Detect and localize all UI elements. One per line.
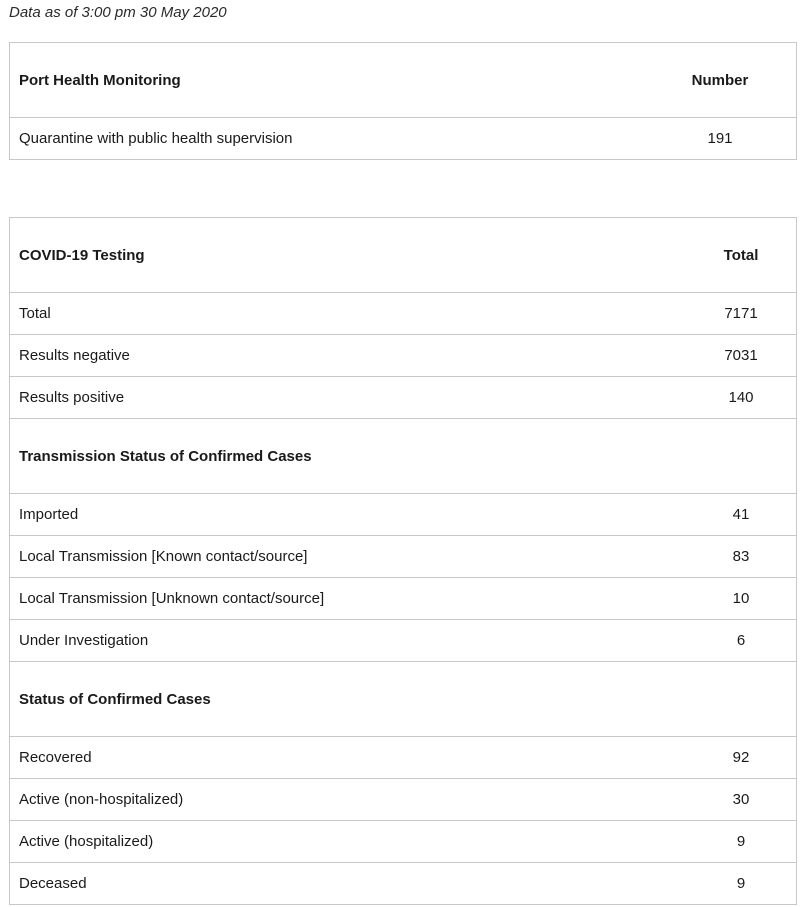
table-row	[10, 578, 797, 620]
status-section-header: Status of Confirmed Cases	[10, 662, 687, 737]
row-value: 10	[686, 578, 797, 620]
row-value: 140	[686, 377, 797, 419]
table-row	[10, 620, 797, 662]
table-row	[10, 863, 797, 905]
row-label: Imported	[10, 494, 687, 536]
table-row	[10, 494, 797, 536]
row-value: 7031	[686, 335, 797, 377]
row-value: 41	[686, 494, 797, 536]
row-label: Total	[10, 293, 687, 335]
row-label: Active (non-hospitalized)	[10, 779, 687, 821]
row-label: Local Transmission [Known contact/source]	[10, 536, 687, 578]
section-header-row	[10, 662, 797, 737]
transmission-section-header: Transmission Status of Confirmed Cases	[10, 419, 687, 494]
table-row	[10, 536, 797, 578]
table-row	[10, 821, 797, 863]
data-timestamp: Data as of 3:00 pm 30 May 2020	[9, 4, 227, 21]
row-label: Results negative	[10, 335, 687, 377]
table-row	[10, 377, 797, 419]
row-label: Results positive	[10, 377, 687, 419]
table-row	[10, 118, 797, 160]
testing-header-value: Total	[686, 218, 797, 293]
row-label: Recovered	[10, 737, 687, 779]
row-value: 9	[686, 863, 797, 905]
table-row	[10, 293, 797, 335]
section-header-empty	[686, 662, 797, 737]
testing-header-label: COVID-19 Testing	[10, 218, 687, 293]
row-value: 191	[644, 118, 797, 160]
section-header-row	[10, 419, 797, 494]
table-row	[10, 737, 797, 779]
port-health-header-value: Number	[644, 43, 797, 118]
row-label: Deceased	[10, 863, 687, 905]
row-value: 6	[686, 620, 797, 662]
row-label: Local Transmission [Unknown contact/source]	[10, 578, 687, 620]
row-value: 92	[686, 737, 797, 779]
section-header-empty	[686, 419, 797, 494]
covid-testing-table	[9, 217, 797, 905]
row-label: Active (hospitalized)	[10, 821, 687, 863]
table-header-row	[10, 218, 797, 293]
row-value: 9	[686, 821, 797, 863]
row-value: 83	[686, 536, 797, 578]
port-health-header-label: Port Health Monitoring	[10, 43, 645, 118]
table-row	[10, 779, 797, 821]
port-health-table	[9, 42, 797, 160]
row-value: 7171	[686, 293, 797, 335]
row-value: 30	[686, 779, 797, 821]
row-label: Quarantine with public health supervision	[10, 118, 645, 160]
row-label: Under Investigation	[10, 620, 687, 662]
table-row	[10, 335, 797, 377]
table-header-row	[10, 43, 797, 118]
